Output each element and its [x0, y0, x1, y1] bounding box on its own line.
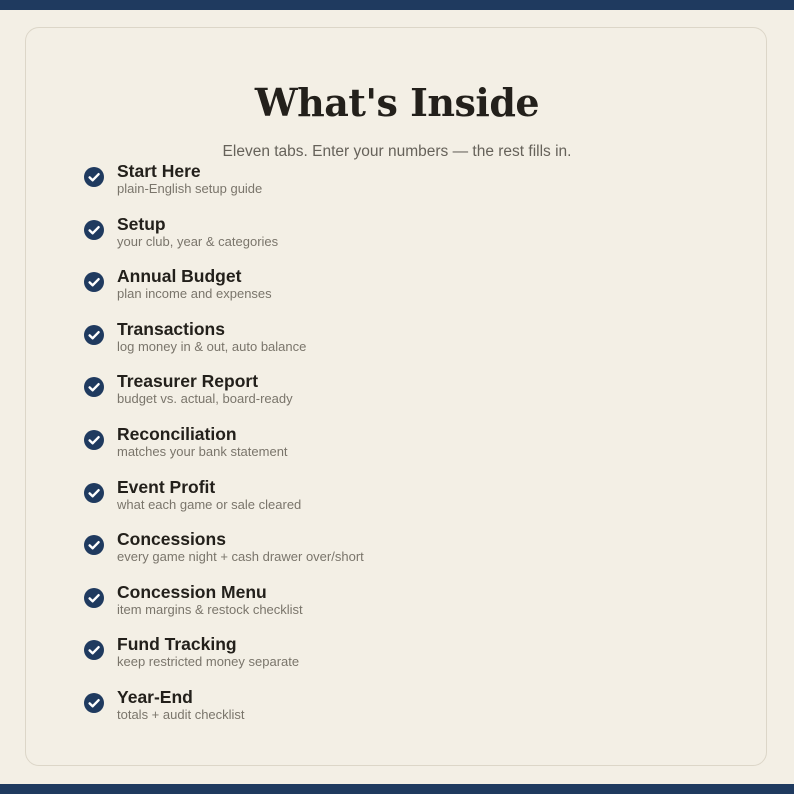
item-description: what each game or sale cleared — [117, 496, 302, 512]
check-circle-icon — [84, 167, 104, 187]
item-description: plan income and expenses — [117, 286, 272, 302]
check-circle-icon — [84, 535, 104, 555]
check-circle-icon — [84, 483, 104, 503]
top-accent-bar — [0, 0, 794, 10]
item-name: Concession Menu — [117, 581, 267, 602]
page-title: What's Inside — [254, 80, 540, 125]
item-description: keep restricted money separate — [117, 654, 300, 670]
item-name: Start Here — [117, 161, 201, 181]
check-circle-icon — [84, 325, 104, 345]
check-circle-icon — [84, 377, 104, 397]
check-circle-icon — [84, 430, 104, 450]
item-description: item margins & restock checklist — [117, 601, 303, 617]
item-name: Reconciliation — [117, 423, 237, 444]
check-circle-icon — [84, 220, 104, 240]
item-name: Annual Budget — [117, 266, 242, 287]
item-description: log money in & out, auto balance — [117, 338, 307, 354]
item-description: totals + audit checklist — [117, 706, 245, 722]
item-name: Concessions — [117, 529, 226, 550]
item-name: Transactions — [117, 318, 225, 339]
item-name: Fund Tracking — [117, 634, 237, 655]
item-name: Treasurer Report — [117, 371, 259, 392]
item-name: Event Profit — [117, 476, 216, 497]
bottom-accent-bar — [0, 784, 794, 794]
check-circle-icon — [84, 588, 104, 608]
item-description: every game night + cash drawer over/short — [117, 549, 364, 565]
check-circle-icon — [84, 640, 104, 660]
item-description: budget vs. actual, board-ready — [117, 391, 293, 407]
item-name: Year-End — [117, 686, 193, 707]
check-circle-icon — [84, 693, 104, 713]
item-description: your club, year & categories — [117, 233, 279, 249]
item-description: matches your bank statement — [117, 443, 288, 459]
page-subtitle: Eleven tabs. Enter your numbers — the rest fills in. — [222, 143, 572, 160]
item-name: Setup — [117, 213, 166, 234]
check-circle-icon — [84, 272, 104, 292]
item-description: plain-English setup guide — [117, 181, 263, 196]
